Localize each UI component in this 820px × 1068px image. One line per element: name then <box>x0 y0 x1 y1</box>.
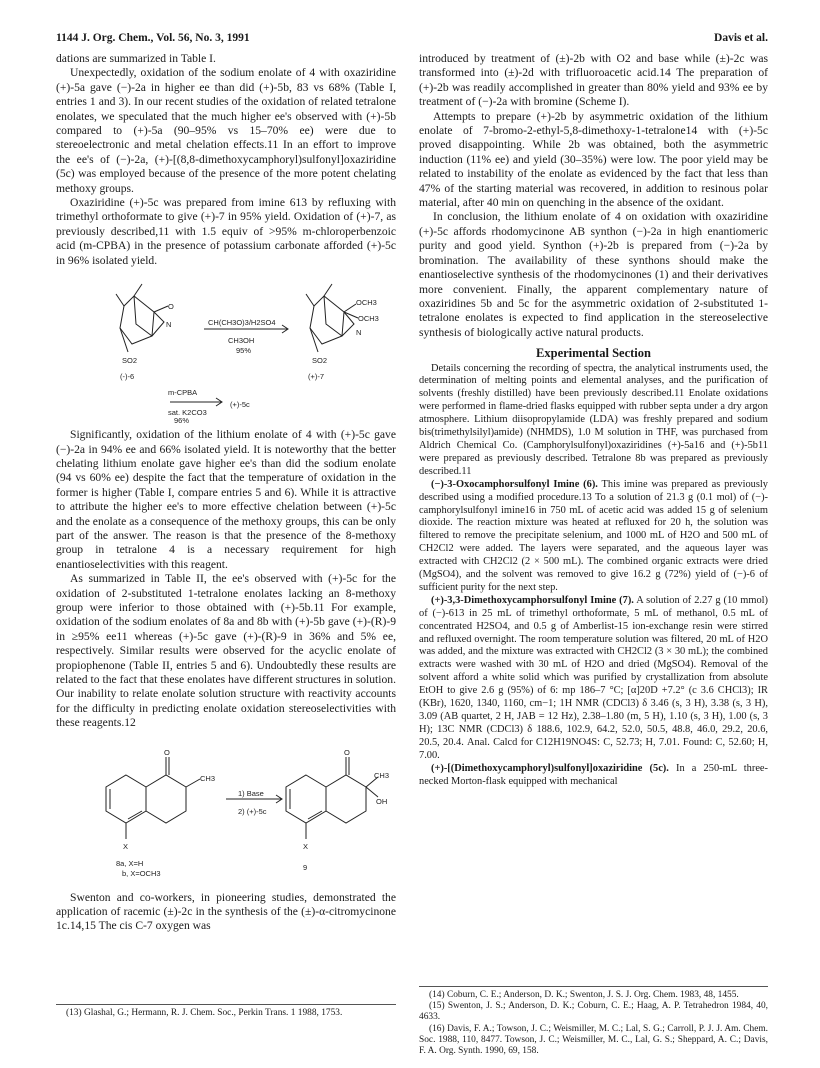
footnotes-right <box>419 986 768 1057</box>
atom-label: X <box>123 841 129 851</box>
yield-label: 95% <box>236 346 252 356</box>
footnotes-left <box>56 1004 396 1019</box>
paragraph <box>419 595 768 763</box>
reagent-label: 2) (+)-5c <box>238 806 267 816</box>
footnote: (15) Swenton, J. S.; Anderson, D. K.; Coburn, C. E.; Haag, A. P. Tetrahedron 1984, 40, 4633. <box>419 1001 768 1023</box>
running-header <box>56 32 768 48</box>
atom-label: O <box>168 302 174 312</box>
compound-label: (+)-5c <box>230 400 250 410</box>
yield-label: 96% <box>174 416 190 426</box>
journal-citation: 1144 J. Org. Chem., Vol. 56, No. 3, 1991 <box>56 32 250 44</box>
scheme-enolate-oxidation <box>56 735 396 885</box>
atom-label: O <box>344 747 350 757</box>
section-title: Experimental Section <box>536 346 651 361</box>
paragraph <box>419 763 768 789</box>
scheme-oxaziridine-synthesis <box>56 274 396 426</box>
reagent-label: m-CPBA <box>168 388 198 398</box>
paragraph: Significantly, oxidation of the lithium enolate of 4 with (+)-5c gave (−)-2a in 94% ee and 66% isolated yield. It is noteworthy that the better chelating lithium enolate gave higher ee's than did the sodium enolate (94 vs 60% ee) despite the fact that the temperature of oxidation in the former is higher (Table I, compare entries 5 and 6). While it is attractive to attribute the higher ee's to more effective chelation between (+)-5c and the enolate as a consequence of the methoxy groups, this can be only part of the answer. The reason is that the presence of the 8-methoxy group in tetralone 4 is a necessary requirement for high enantioselectivities with this reagent. <box>56 428 396 571</box>
atom-label: SO2 <box>122 356 138 366</box>
compound-heading: (+)-3,3-Dimethoxycamphorsulfonyl Imine (7). <box>431 594 634 606</box>
reagent-label: CH3OH <box>228 336 255 346</box>
compound-heading: (−)-3-Oxocamphorsulfonyl Imine (6). <box>431 478 598 490</box>
experimental-section <box>419 363 768 789</box>
paragraph <box>419 479 768 595</box>
author-running-head: Davis et al. <box>714 32 768 44</box>
compound-label: 9 <box>303 862 308 872</box>
atom-label: OCH3 <box>358 314 379 324</box>
reagent-label: 1) Base <box>238 788 264 798</box>
paragraph: Unexpectedly, oxidation of the sodium enolate of 4 with oxaziridine (+)-5a gave (−)-2a in higher ee than did (+)-5b, 83 vs 68% (Table I, entries 1 and 3). In our recent studies of the oxidation of related tetralone enolates, we speculated that the much higher ee's observed with (+)-5b compared to (+)-5a (90–95% vs 15–70% ee) were due to stereoelectronic and metal chelation effects.11 In an effort to improve the ee's of (−)-2a, (+)-[(8,8-dimethoxycamphoryl)sulfonyl]oxaziridine (5c) was employed because of the presence of the more potent chelating methoxy groups. <box>56 66 396 195</box>
atom-label: OH <box>376 796 388 806</box>
right-column <box>419 52 768 788</box>
paragraph: As summarized in Table II, the ee's observed with (+)-5c for the oxidation of 2-substituted 1-tetralone enolates lacking an 8-methoxy group were inferior to those obtained with (+)-5b.11 For example, oxidation of the sodium enolates of 8a and 8b with (+)-5b gave (+)-(R)-9 in ≥95% ee11 whereas (+)-5c gave (+)-(R)-9 in 36% and 5% ee, respectively. Similar results were observed for the acyclic enolate of propiophenone (Table II, entries 5 and 6). Undoubtedly these results are related to the fact that these enolates have different structures in solution. Our inability to relate enolate solution structure with reactivity accounts for the difficulty in predicting enolate oxidation stereoselectivities with these reagents.12 <box>56 572 396 730</box>
paragraph: In conclusion, the lithium enolate of 4 on oxidation with oxaziridine (+)-5c affords rhodomycinone AB synthon (−)-2a in high enantiomeric purity and good yield. Synthon (+)-2b is prepared from (−)-2a by bromination. The availability of these synthons should make the enantioselective synthesis of the rhodomycinones (1) and their derivatives more convenient. Finally, the apparent complementary nature of oxaziridines 5b and 5c for the asymmetric oxidation of 2-substituted 1-tetralone enolates is expected to find application in the stereoselective synthesis of biologically active natural products. <box>419 210 768 339</box>
paragraph-text: A solution of 2.27 g (10 mmol) of (−)-613 in 25 mL of trimethyl orthoformate, 5 mL of methanol, 0.5 mL of concentrated H2SO4, and 0.5 g of Amberlist-15 ion-exchange resin were stirred and refluxed overnight. The room temperature solution was filtered, 20 mL of H2O was added, and the mixture was extracted with CH2Cl2 (3 × 30 mL); the combined extracts were washed with 30 mL of H2O and dried (MgSO4). Removal of the solvent afford a white solid which was purified by crystallization from absolute EtOH to give 2.6 g (95%) of 6: mp 186–7 °C; [α]20D +7.2° (c 3.6 CHCl3); IR (KBr), 1620, 1340, 1160, cm−1; 1H NMR (CDCl3) δ 3.46 (s, 3 H), 3.38 (s, 3 H), 3.09 (AB quartet, 2 H, JAB = 12 Hz), 2.38–1.80 (m, 5 H), 1.10 (s, 3 H), 1.00 (s, 3 H); 13C NMR (CDCl3) δ 188.6, 102.9, 64.2, 52.0, 50.5, 48.8, 46.0, 29.2, 20.6, 20.5, 20.4. Anal. Calcd for C12H19NO4S: C, 52.73; H, 7.01. Found: C, 52.60; H, 7.00. <box>419 594 768 761</box>
left-column <box>56 52 396 934</box>
paragraph: introduced by treatment of (±)-2b with O2 and base while (±)-2c was transformed into (±)-2d with trifluoroacetic acid.14 The preparation of (+)-2b was readily accomplished in greater than 80% yield and 93% ee by treatment of (−)-2a with bromine (Scheme I). <box>419 52 768 109</box>
footnote: (13) Glashal, G.; Hermann, R. J. Chem. Soc., Perkin Trans. 1 1988, 1753. <box>66 1008 343 1018</box>
footnote: (14) Coburn, C. E.; Anderson, D. K.; Swenton, J. S. J. Org. Chem. 1983, 48, 1455. <box>429 990 739 1000</box>
compound-heading: (+)-[(Dimethoxycamphoryl)sulfonyl]oxaziridine (5c). <box>431 762 669 774</box>
atom-label: N <box>166 320 172 330</box>
atom-label: CH3 <box>374 770 390 780</box>
atom-label: O <box>164 747 170 757</box>
atom-label: OCH3 <box>356 298 377 308</box>
compound-label: (-)-6 <box>120 372 135 382</box>
compound-label: (+)-7 <box>308 372 325 382</box>
reagent-label: sat. K2CO3 <box>168 408 207 418</box>
paragraph: dations are summarized in Table I. <box>56 52 216 65</box>
paragraph: Details concerning the recording of spectra, the analytical instruments used, the determination of melting points and elemental analyses, and the purification of solvents (freshly distilled) have been previously described.11 Enolate oxidations were performed in flame-dried flasks equipped with rubber septa under a dry argon atmosphere. Lithium diisopropylamide (LDA) was freshly prepared and sodium bis(trimethylsilyl)amide) (NHMDS), 1.0 M solution in THF, was purchased from Aldrich Chemical Co. (Camphorylsulfonyl)oxaziridines (+)-5a16 and (+)-5b11 were prepared as previously described. Tetralone 8b was prepared as previously described.11 <box>419 362 768 477</box>
atom-label: SO2 <box>312 356 328 366</box>
atom-label: CH3 <box>200 773 216 783</box>
scheme-structures <box>56 274 396 422</box>
paragraph: Oxaziridine (+)-5c was prepared from imine 613 by refluxing with trimethyl orthoformate to give (+)-7 in 95% yield. Oxidation of (+)-7, as previously described,11 with 1.5 equiv of >95% m-chloroperbenzoic acid (m-CPBA) in the presence of potassium carbonate afforded (+)-5c in 96% isolated yield. <box>56 196 396 267</box>
paragraph-text: In a 250-mL three-necked Morton-flask equipped with mechanical <box>419 762 768 787</box>
footnote: (16) Davis, F. A.; Towson, J. C.; Weismiller, M. C.; Lal, S. G.; Carroll, P. J. J. Am. Chem. Soc. 1988, 110, 8477. Towson, J. C.; Weismiller, M. C., Lal, G. S.; Sheppard, A. C.; Davis, F. A. Org. Synth. 1990, 69, 158. <box>419 1023 768 1057</box>
atom-label: N <box>356 328 362 338</box>
reagent-label: CH(CH3O)3/H2SO4 <box>208 318 276 328</box>
atom-label: X <box>303 841 309 851</box>
paragraph: Attempts to prepare (+)-2b by asymmetric oxidation of the lithium enolate of 7-bromo-2-ethyl-5,8-dimethoxy-1-tetralone14 with (+)-5c proved disappointing. While 2b was obtained, both the asymmetric induction (11% ee) and yield (30–35%) were low. The poor yield may be related to instability of the enolate as evidenced by the fact that less than 47% of the starting material was recovered, in addition to resinous polar material, after 40 min on quenching in the absence of the oxidant. <box>419 109 768 210</box>
compound-label: b, X=OCH3 <box>122 868 161 878</box>
compound-label: 8a, X=H <box>116 858 144 868</box>
paragraph-text: This imine was prepared as previously described using a modified procedure.13 To a solution of 21.3 g (0.1 mol) of (−)-camphorylsulfonyl imine16 in 750 mL of acetic acid was added 15 g of selenium dioxide. The reaction mixture was heated at refluxed for 20 h, the solution was filtered to remove the precipitate selenium, and 1000 mL of H2O and 500 mL of CH2Cl2 were added. The layers were separated, and the aqueous layer was extracted with CH2Cl2 (2 × 500 mL). The combined organic extracts were dried (MgSO4), and the solvent was removed to give 16.2 g (72%) yield of (−)-6 of sufficient purity for the next step. <box>419 478 768 593</box>
paragraph: Swenton and co-workers, in pioneering studies, demonstrated the application of racemic (±)-2c in the synthesis of the (±)-α-citromycinone 1c.14,15 The cis C-7 oxygen was <box>56 890 396 933</box>
